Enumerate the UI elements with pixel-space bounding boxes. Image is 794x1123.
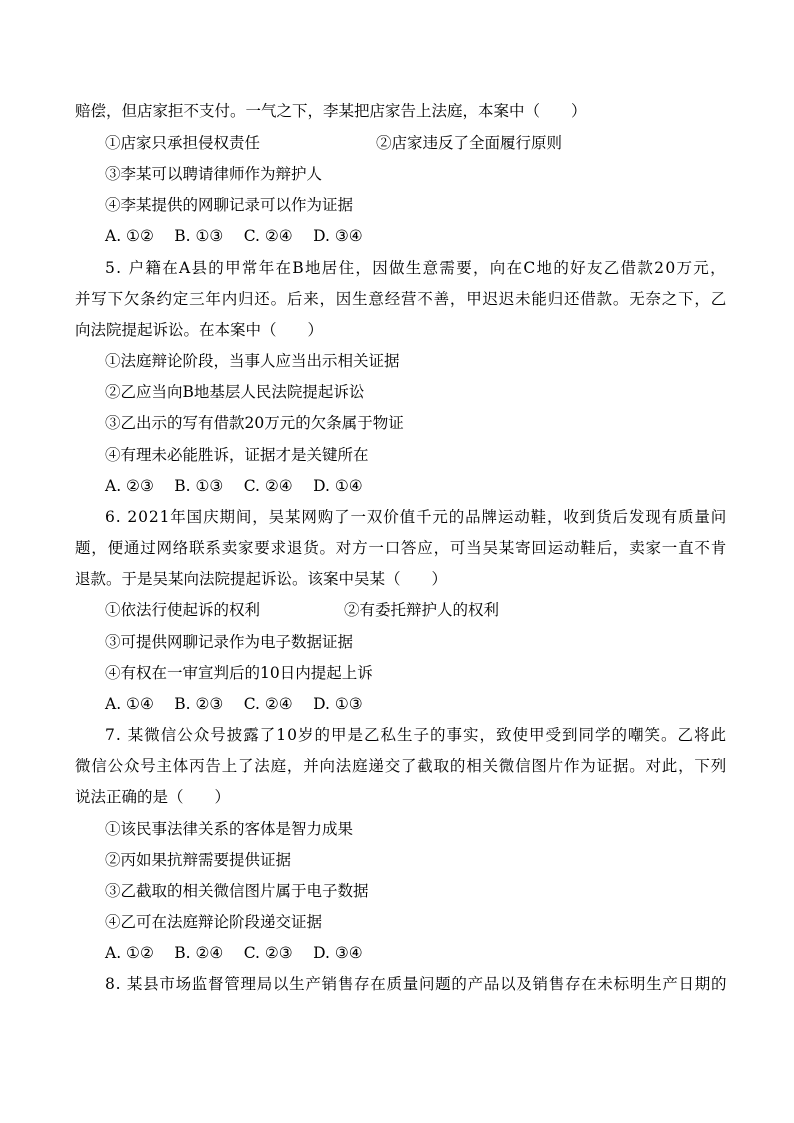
q4-answer-choices: A. ①② B. ①③ C. ②④ D. ③④: [105, 227, 363, 245]
q4-option-3: ③李某可以聘请律师作为辩护人: [105, 165, 323, 183]
q7-stem-line-1: 7. 某微信公众号披露了10岁的甲是乙私生子的事实，致使甲受到同学的嘲笑。乙将此: [105, 726, 727, 744]
q4-option-2: ②店家违反了全面履行原则: [376, 134, 563, 152]
q5-option-2: ②乙应当向B地基层人民法院提起诉讼: [105, 383, 365, 401]
q7-option-1: ①该民事法律关系的客体是智力成果: [105, 820, 354, 838]
q6-option-4: ④有权在一审宣判后的10日内提起上诉: [105, 664, 373, 682]
q5-option-3: ③乙出示的写有借款20万元的欠条属于物证: [105, 414, 404, 432]
q4-option-4: ④李某提供的网聊记录可以作为证据: [105, 196, 354, 214]
q6-option-3: ③可提供网聊记录作为电子数据证据: [105, 633, 354, 651]
q5-answer-choices: A. ②③ B. ①③ C. ②④ D. ①④: [105, 477, 363, 495]
q6-answer-choices: A. ①④ B. ②③ C. ②④ D. ①③: [105, 695, 363, 713]
q8-stem-line-1: 8. 某县市场监督管理局以生产销售存在质量问题的产品以及销售存在未标明生产日期的: [105, 975, 728, 993]
q5-stem-line-2: 并写下欠条约定三年内归还。后来，因生意经营不善，甲迟迟未能归还借款。无奈之下，乙: [75, 290, 728, 308]
q6-option-2: ②有委托辩护人的权利: [344, 601, 500, 619]
q7-option-4: ④乙可在法庭辩论阶段递交证据: [105, 913, 323, 931]
q7-stem-line-3: 说法正确的是（ ）: [75, 788, 231, 806]
q4-continuation: 赔偿，但店家拒不支付。一气之下，李某把店家告上法庭，本案中（ ）: [75, 102, 587, 120]
q5-stem-line-3: 向法院提起诉讼。在本案中（ ）: [75, 321, 324, 339]
q5-option-1: ①法庭辩论阶段，当事人应当出示相关证据: [105, 352, 400, 370]
q7-option-3: ③乙截取的相关微信图片属于电子数据: [105, 882, 369, 900]
q6-stem-line-3: 退款。于是吴某向法院提起诉讼。该案中吴某（ ）: [75, 570, 448, 588]
q7-stem-line-2: 微信公众号主体丙告上了法庭，并向法庭递交了截取的相关微信图片作为证据。对此，下列: [75, 757, 728, 775]
q7-option-2: ②丙如果抗辩需要提供证据: [105, 851, 292, 869]
q6-stem-line-2: 题，便通过网络联系卖家要求退货。对方一口答应，可当吴某寄回运动鞋后，卖家一直不肯: [75, 539, 728, 557]
q6-stem-line-1: 6. 2021年国庆期间，吴某网购了一双价值千元的品牌运动鞋，收到货后发现有质量问: [105, 508, 728, 526]
q5-stem-line-1: 5. 户籍在A县的甲常年在B地居住，因做生意需要，向在C地的好友乙借款20万元，: [105, 259, 727, 277]
q6-option-1: ①依法行使起诉的权利: [105, 601, 261, 619]
q5-option-4: ④有理未必能胜诉，证据才是关键所在: [105, 446, 369, 464]
q4-option-1: ①店家只承担侵权责任: [105, 134, 261, 152]
q7-answer-choices: A. ①② B. ②④ C. ②③ D. ③④: [105, 944, 363, 962]
